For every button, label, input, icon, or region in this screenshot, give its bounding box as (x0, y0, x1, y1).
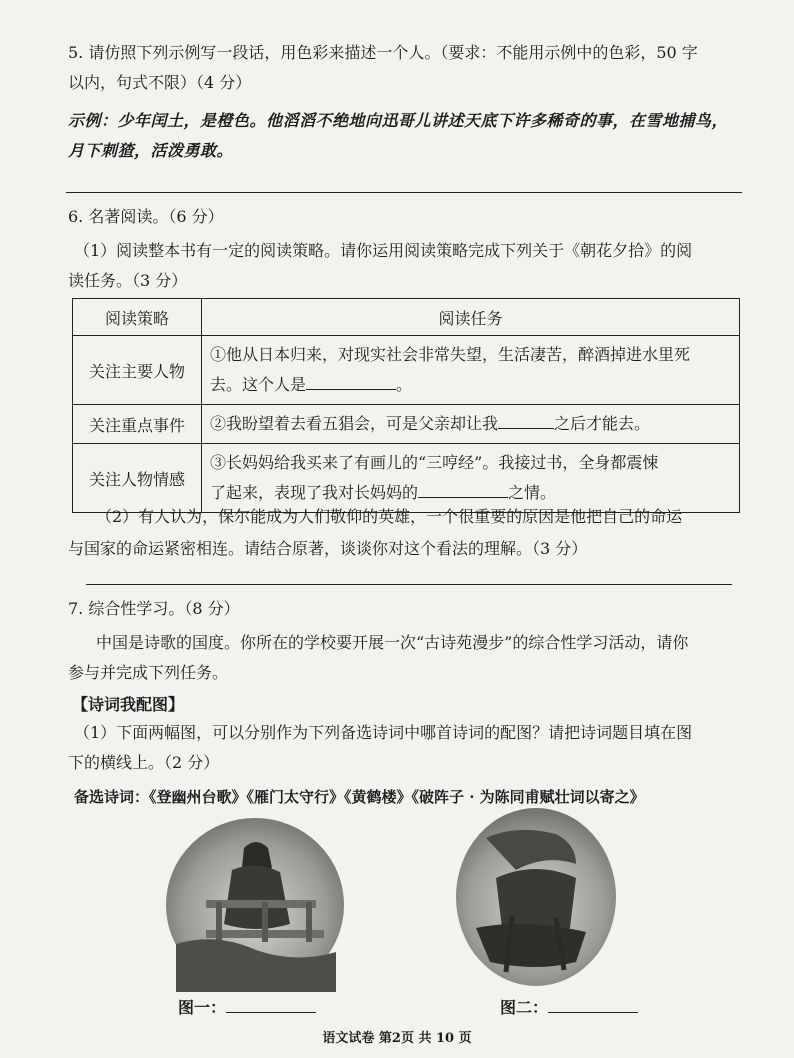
figure-1-illustration (166, 818, 344, 992)
q6-sub2-line2: 与国家的命运紧密相连。请结合原著，谈谈你对这个看法的理解。（3 分） (68, 539, 588, 558)
figure-1-answer-blank[interactable] (226, 996, 316, 1013)
row3-task (202, 444, 740, 513)
q7-sub1-line2: 下的横线上。（2 分） (68, 753, 220, 772)
q5-example-line2: 月下刺猹，活泼勇敢。 (68, 141, 234, 160)
row1-task-end: 。 (396, 375, 413, 394)
q6-answer-line[interactable] (86, 584, 732, 585)
figure-2-label: 图二： (500, 998, 549, 1017)
figure-1-drawing (166, 818, 344, 992)
row1-task-line1: ①他从日本归来，对现实社会非常失望，生活凄苦，醉酒掉进水里死 (210, 345, 691, 364)
table-row (73, 444, 740, 513)
row3-task-line1: ③长妈妈给我买来了有画儿的“三哼经”。我接过书，全身都震悚 (210, 453, 659, 472)
header-task: 阅读任务 (202, 299, 740, 336)
q6-sub2-line1: （2）有人认为，保尔能成为人们敬仰的英雄，一个很重要的原因是他把自己的命运 (96, 507, 683, 526)
figure-2-caption (500, 996, 638, 1019)
q7-title: 7. 综合性学习。（8 分） (68, 599, 240, 618)
q6-sub1-line2: 读任务。（3 分） (68, 271, 188, 290)
q5-example-line1: 示例：少年闰土，是橙色。他滔滔不绝地向迅哥儿讲述天底下许多稀奇的事，在雪地捕鸟， (68, 111, 729, 130)
table-header-row (73, 299, 740, 336)
row3-strategy: 关注人物情感 (73, 444, 202, 513)
q7-sub1-line1: （1）下面两幅图，可以分别作为下列备选诗词中哪首诗词的配图？请把诗词题目填在图 (74, 723, 693, 742)
row1-strategy: 关注主要人物 (73, 336, 202, 405)
figure-2-illustration (456, 808, 616, 986)
q5-prompt-line1: 5. 请仿照下列示例写一段话，用色彩来描述一个人。（要求：不能用示例中的色彩，50 字 (68, 43, 698, 62)
row1-task (202, 336, 740, 405)
q7-candidate-poems: 备选诗词：《登幽州台歌》《雁门太守行》《黄鹤楼》《破阵子 · 为陈同甫赋壮词以寄之》 (74, 788, 645, 806)
figure-2-drawing (456, 808, 616, 986)
header-strategy: 阅读策略 (73, 299, 202, 336)
q5-answer-line[interactable] (66, 192, 742, 193)
row3-task-line2 (210, 478, 731, 508)
figure-2-answer-blank[interactable] (548, 996, 638, 1013)
q7-intro-line1: 中国是诗歌的国度。你所在的学校要开展一次“古诗苑漫步”的综合性学习活动，请你 (96, 633, 689, 652)
row2-answer-blank[interactable] (498, 412, 554, 429)
row3-task-end: 之情。 (508, 483, 557, 502)
row1-task-line2 (210, 370, 731, 400)
table-row (73, 336, 740, 405)
row1-task-text: 去。这个人是 (210, 375, 307, 394)
row2-task (202, 405, 740, 444)
row3-task-text: 了起来，表现了我对长妈妈的 (210, 483, 419, 502)
q7-intro-line2: 参与并完成下列任务。 (68, 663, 229, 682)
row2-task-text: ②我盼望着去看五猖会，可是父亲却让我 (210, 414, 499, 433)
row2-task-end: 之后才能去。 (554, 414, 651, 433)
figure-1-caption (178, 996, 316, 1019)
q5-prompt-line2: 以内，句式不限）（4 分） (68, 73, 252, 92)
table-row (73, 405, 740, 444)
q6-title: 6. 名著阅读。（6 分） (68, 207, 224, 226)
q6-sub1-line1: （1）阅读整本书有一定的阅读策略。请你运用阅读策略完成下列关于《朝花夕拾》的阅 (74, 241, 693, 260)
reading-task-table (72, 298, 740, 513)
row1-answer-blank[interactable] (306, 373, 396, 390)
row3-answer-blank[interactable] (418, 481, 508, 498)
q7-section-heading: 【诗词我配图】 (72, 695, 185, 714)
page-footer: 语文试卷 第2页 共 10 页 (322, 1031, 472, 1046)
figure-1-label: 图一： (178, 998, 227, 1017)
row2-strategy: 关注重点事件 (73, 405, 202, 444)
